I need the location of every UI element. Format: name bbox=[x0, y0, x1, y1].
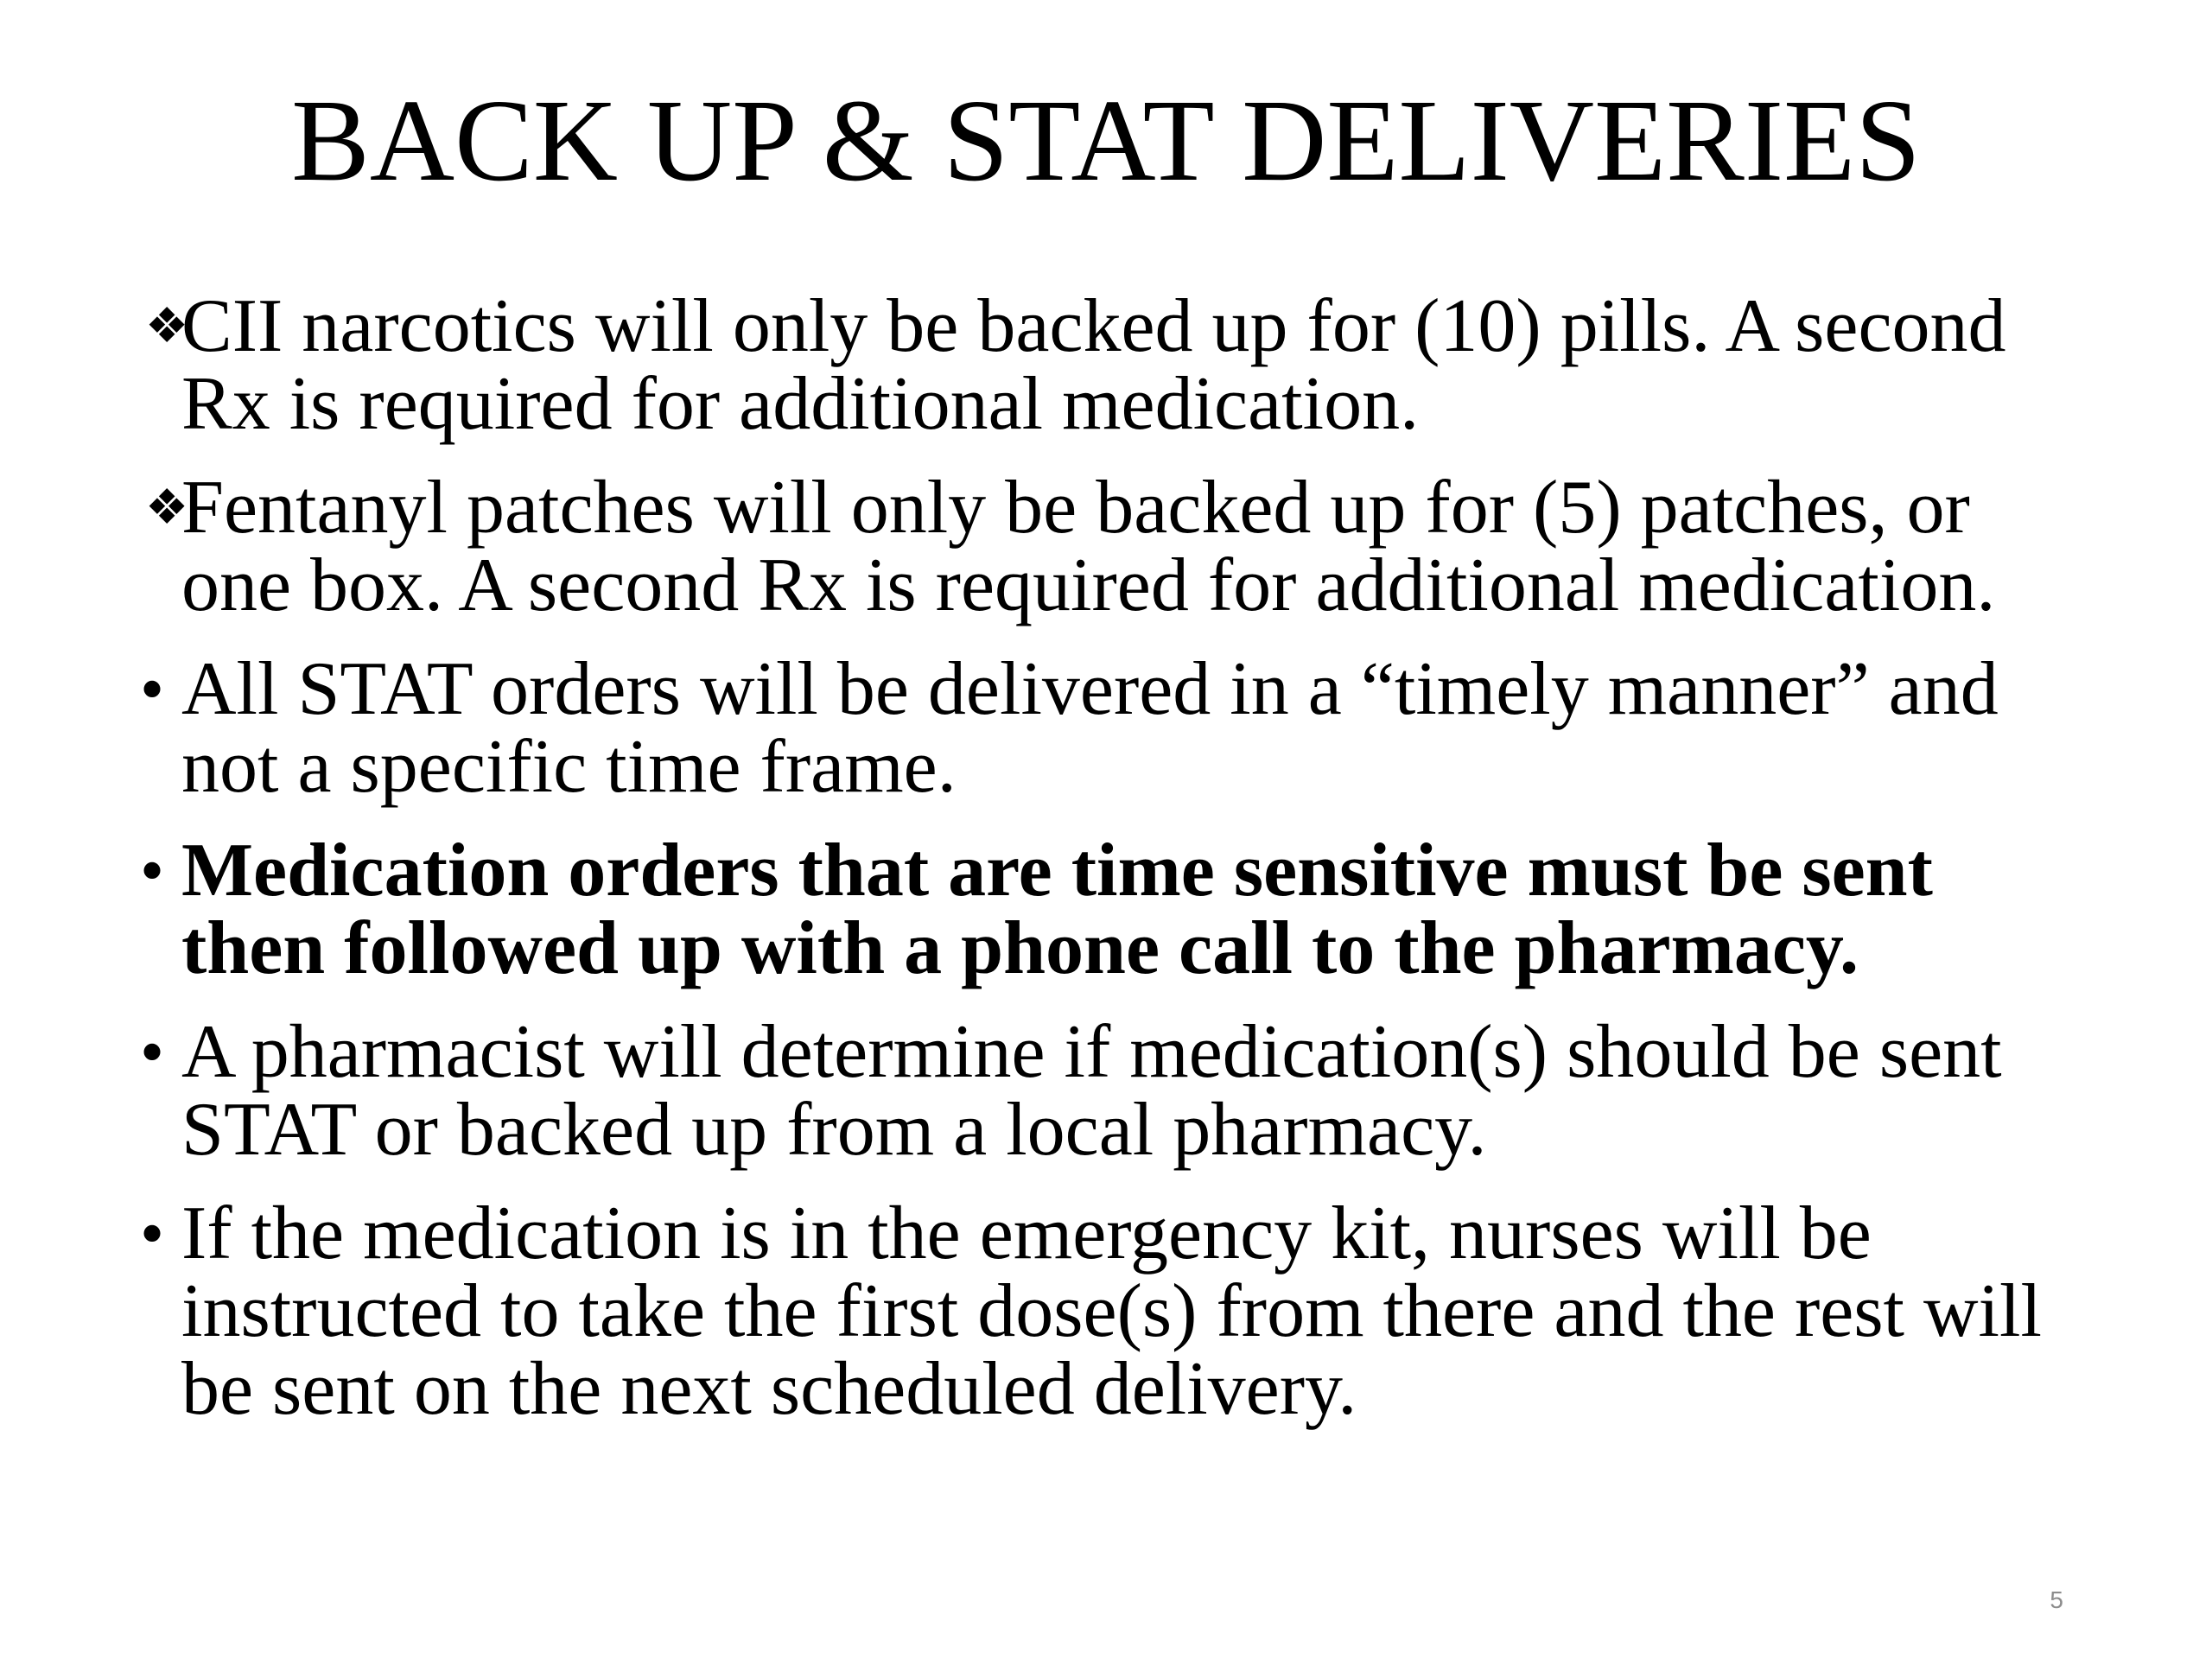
bullet-text: If the medication is in the emergency kit, nurses will be instructed to take the first dose(s) from there and the rest will be sent on the next scheduled delivery. bbox=[181, 1192, 2042, 1431]
bullet-item-emphasized bbox=[138, 829, 2091, 990]
page-number: 5 bbox=[2050, 1586, 2063, 1613]
bullet-text: CII narcotics will only be backed up for (10) pills. A second Rx is required for additional medication. bbox=[181, 284, 2006, 446]
bullet-text: All STAT orders will be delivered in a “timely manner” and not a specific time frame. bbox=[181, 647, 1999, 809]
bullet-list bbox=[138, 284, 2091, 1454]
bullet-item bbox=[138, 647, 2091, 809]
four-diamond-icon: ❖ bbox=[145, 300, 189, 353]
bullet-dot-icon: • bbox=[140, 1196, 165, 1272]
bullet-item bbox=[138, 466, 2091, 627]
bullet-dot-icon: • bbox=[140, 1014, 165, 1090]
bullet-text: A pharmacist will determine if medication(s) should be sent STAT or backed up from a local pharmacy. bbox=[181, 1010, 2002, 1172]
bullet-dot-icon: • bbox=[140, 833, 165, 909]
bullet-item bbox=[138, 284, 2091, 446]
slide-title: BACK UP & STAT DELIVERIES bbox=[291, 76, 1921, 206]
bullet-dot-icon: • bbox=[140, 652, 165, 728]
bullet-text: Medication orders that are time sensitive must be sent then followed up with a phone call to the pharmacy. bbox=[181, 829, 1933, 990]
bullet-item bbox=[138, 1192, 2091, 1431]
bullet-text: Fentanyl patches will only be backed up for (5) patches, or one box. A second Rx is required for additional medication. bbox=[181, 466, 1996, 627]
bullet-item bbox=[138, 1010, 2091, 1172]
four-diamond-icon: ❖ bbox=[145, 481, 189, 535]
